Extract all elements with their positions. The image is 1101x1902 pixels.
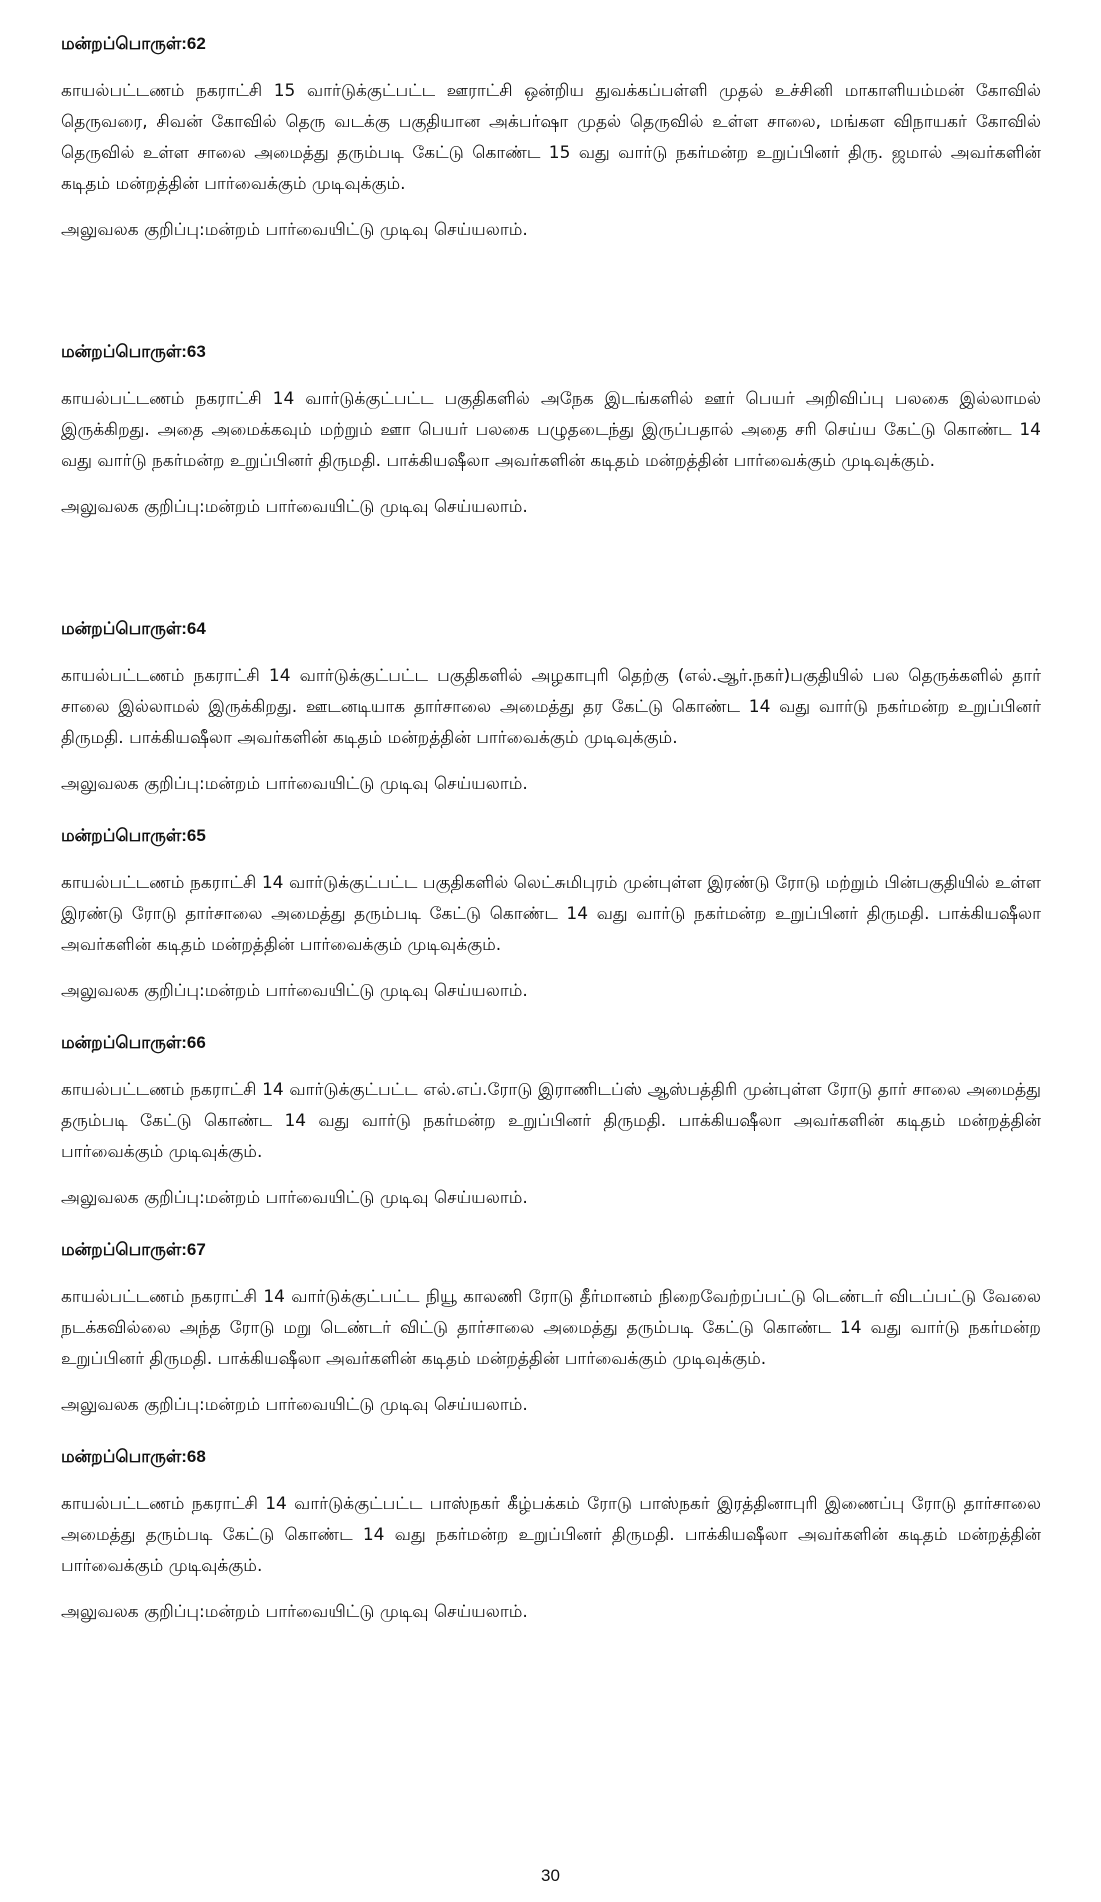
agenda-item-heading: மன்றப்பொருள்:66 <box>61 1033 206 1052</box>
page-number: 30 <box>541 1866 560 1885</box>
agenda-item-body: காயல்பட்டணம் நகராட்சி 14 வார்டுக்குட்பட்ட பகுதிகளில் அழகாபுரி தெற்கு (எல்.ஆர்.நகர்)பகுதியில் பல தெருக்களில் தார் சாலை இல்லாமல் இருக்கிறது. ஊடனடியாக தார்சாலை அமைத்து தர கேட்டு கொண்ட 14 வது வார்டு நகர்மன்ற உறுப்பினர் திருமதி. பாக்கியஷீலா அவர்களின் கடிதம் மன்றத்தின் பார்வைக்கும் முடிவுக்கும். <box>61 666 1042 748</box>
agenda-item-heading: மன்றப்பொருள்:62 <box>61 34 206 53</box>
document-content <box>61 34 1041 1624</box>
agenda-item-body: காயல்பட்டணம் நகராட்சி 14 வார்டுக்குட்பட்ட பாஸ்நகர் கீழ்பக்கம் ரோடு பாஸ்நகர் இரத்தினாபுரி இணைப்பு ரோடு தார்சாலை அமைத்து தரும்படி கேட்டு கொண்ட 14 வது நகர்மன்ற உறுப்பினர் திருமதி. பாக்கியஷீலா அவர்களின் கடிதம் மன்றத்தின் பார்வைக்கும் முடிவுக்கும். <box>61 1494 1041 1576</box>
office-note: அலுவலக குறிப்பு:மன்றம் பார்வையிட்டு முடிவு செய்யலாம். <box>61 497 528 517</box>
agenda-item-66 <box>61 1033 1041 1210</box>
agenda-item-heading: மன்றப்பொருள்:67 <box>61 1240 206 1259</box>
agenda-item-body: காயல்பட்டணம் நகராட்சி 14 வார்டுக்குட்பட்ட பகுதிகளில் அநேக இடங்களில் ஊர் பெயர் அறிவிப்பு பலகை இல்லாமல் இருக்கிறது. அதை அமைக்கவும் மற்றும் ஊா பெயர் பலகை பழுதடைந்து இருப்பதால் அதை சரி செய்ய கேட்டு கொண்ட 14 வது வார்டு நகர்மன்ற உறுப்பினர் திருமதி. பாக்கியஷீலா அவர்களின் கடிதம் மன்றத்தின் பார்வைக்கும் முடிவுக்கும். <box>61 389 1041 471</box>
office-note: அலுவலக குறிப்பு:மன்றம் பார்வையிட்டு முடிவு செய்யலாம். <box>61 981 528 1001</box>
office-note: அலுவலக குறிப்பு:மன்றம் பார்வையிட்டு முடிவு செய்யலாம். <box>61 1395 528 1415</box>
agenda-item-heading: மன்றப்பொருள்:64 <box>61 619 206 638</box>
agenda-item-68 <box>61 1447 1041 1624</box>
agenda-item-heading: மன்றப்பொருள்:68 <box>61 1447 206 1466</box>
agenda-item-body: காயல்பட்டணம் நகராட்சி 15 வார்டுக்குட்பட்ட ஊராட்சி ஒன்றிய துவக்கப்பள்ளி முதல் உச்சினி மாகாளியம்மன் கோவில் தெருவரை, சிவன் கோவில் தெரு வடக்கு பகுதியான அக்பர்ஷா முதல் தெருவில் உள்ள சாலை, மங்கள விநாயகர் கோவில் தெருவில் உள்ள சாலை அமைத்து தரும்படி கேட்டு கொண்ட 15 வது வார்டு நகர்மன்ற உறுப்பினர் திரு. ஜமால் அவர்களின் கடிதம் மன்றத்தின் பார்வைக்கும் முடிவுக்கும். <box>61 81 1041 194</box>
agenda-item-heading: மன்றப்பொருள்:63 <box>61 342 206 361</box>
office-note: அலுவலக குறிப்பு:மன்றம் பார்வையிட்டு முடிவு செய்யலாம். <box>61 1188 528 1208</box>
agenda-item-64 <box>61 619 1041 796</box>
agenda-item-67 <box>61 1240 1041 1417</box>
agenda-item-body: காயல்பட்டணம் நகராட்சி 14 வார்டுக்குட்பட்ட எல்.எப்.ரோடு இராணிடப்ஸ் ஆஸ்பத்திரி முன்புள்ள ரோடு தார் சாலை அமைத்து தரும்படி கேட்டு கொண்ட 14 வது வார்டு நகர்மன்ற உறுப்பினர் திருமதி. பாக்கியஷீலா அவர்களின் கடிதம் மன்றத்தின் பார்வைக்கும் முடிவுக்கும். <box>61 1080 1041 1162</box>
agenda-item-body: காயல்பட்டணம் நகராட்சி 14 வார்டுக்குட்பட்ட நியூ காலணி ரோடு தீர்மானம் நிறைவேற்றப்பட்டு டெண்டர் விடப்பட்டு வேலை நடக்கவில்லை அந்த ரோடு மறு டெண்டர் விட்டு தார்சாலை அமைத்து தரும்படி கேட்டு கொண்ட 14 வது வார்டு நகர்மன்ற உறுப்பினர் திருமதி. பாக்கியஷீலா அவர்களின் கடிதம் மன்றத்தின் பார்வைக்கும் முடிவுக்கும். <box>61 1287 1041 1369</box>
office-note: அலுவலக குறிப்பு:மன்றம் பார்வையிட்டு முடிவு செய்யலாம். <box>61 1602 528 1622</box>
agenda-item-body: காயல்பட்டணம் நகராட்சி 14 வார்டுக்குட்பட்ட பகுதிகளில் லெட்சுமிபுரம் முன்புள்ள இரண்டு ரோடு மற்றும் பின்பகுதியில் உள்ள இரண்டு ரோடு தார்சாலை அமைத்து தரும்படி கேட்டு கொண்ட 14 வது வார்டு நகர்மன்ற உறுப்பினர் திருமதி. பாக்கியஷீலா அவர்களின் கடிதம் மன்றத்தின் பார்வைக்கும் முடிவுக்கும். <box>61 873 1041 955</box>
office-note: அலுவலக குறிப்பு:மன்றம் பார்வையிட்டு முடிவு செய்யலாம். <box>61 220 528 240</box>
agenda-item-63 <box>61 342 1041 519</box>
agenda-item-heading: மன்றப்பொருள்:65 <box>61 826 206 845</box>
agenda-item-65 <box>61 826 1041 1003</box>
agenda-item-62 <box>61 34 1041 242</box>
office-note: அலுவலக குறிப்பு:மன்றம் பார்வையிட்டு முடிவு செய்யலாம். <box>61 774 528 794</box>
